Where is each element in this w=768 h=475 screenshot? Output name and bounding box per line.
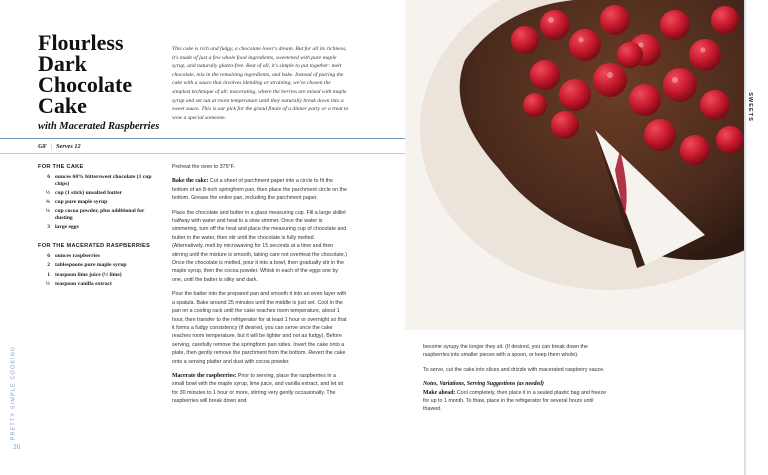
servings: Serves 12	[56, 143, 81, 150]
cake-photo	[405, 0, 745, 330]
method-paragraph: become syrupy the longer they sit. (If desired, you can break down the raspberries into smaller pieces with a spoon, or keep them whole).	[423, 344, 588, 359]
ingredient-row	[38, 199, 158, 206]
step-lead: Bake the cake:	[172, 178, 209, 185]
right-page	[405, 0, 768, 475]
ingredient-text: teaspoon vanilla extract	[55, 280, 112, 287]
ingredient-qty: 6	[47, 253, 50, 260]
ingredient-qty: ½	[45, 280, 50, 287]
ingredient-row	[38, 174, 158, 187]
method-paragraph: Pour the batter into the prepared pan and smooth it into an even layer with a spatula. Bake around 25 minutes until the middle is just set. Cool in the pan on a cooling rack until the cake reaches room temperature, about 1 hour, then transfer to the refrigerator for at least 1 hour or overnight so that it forms a fudgy consistency (if desired, you can serve once the cake reaches room temperature, but it will be lighter and not as fudgy). Before serving, carefully remove the springform pan sides. Invert the cake onto a plate, then gently remove the parchment from the bottom. Revert the cake onto a serving platter and dust with cocoa powder.	[172, 291, 347, 365]
ingredient-qty: ¾	[45, 198, 50, 205]
ingredient-text: cup cocoa powder, plus additional for dusting	[55, 208, 145, 221]
ingredient-row	[38, 253, 158, 260]
ingredient-row	[38, 190, 158, 197]
recipe-intro: This cake is rich and fudgy, a chocolate lover's dream. But for all its richness, it's made of just a few whole food ingredients, sweetened with pure maple syrup, and naturally gluten-free. Best of all, it's simple to put together: melt chocolate, mix in the remaining ingredients, and bake. Instead of pairing the cake with a sauce that involves blending or straining, we've chosen the simplest technique of all: macerating, where the berries are mixed with maple syrup and set out at room temperature until they naturally break down into a sweet sauce. This is our pick for the grand finale of a dinner party or a treat to wow a special someone.	[172, 46, 349, 121]
ingredient-text: teaspoon lime juice (½ lime)	[55, 271, 122, 278]
ingredient-qty: ½	[45, 189, 50, 196]
ingredient-row	[38, 224, 158, 231]
notes-heading: Notes, Variations, Serving Suggestions (as needed)	[423, 381, 544, 388]
ingredients	[38, 164, 158, 290]
recipe-title: Flourless Dark Chocolate Cake	[38, 30, 133, 118]
step-lead: Macerate the raspberries:	[172, 372, 237, 379]
ingredient-qty: 6	[47, 174, 50, 180]
ingredient-text: cup pure maple syrup	[55, 198, 108, 205]
method	[172, 163, 348, 412]
recipe-subtitle: with Macerated Raspberries	[38, 121, 160, 132]
make-ahead-note	[423, 389, 608, 414]
ingredient-row	[38, 262, 158, 269]
ingredient-row	[38, 281, 158, 288]
method-step	[172, 177, 348, 202]
method-paragraph: To serve, cut the cake into slices and drizzle with macerated raspberry sauce.	[423, 366, 605, 373]
note-text: Cool completely, then place it in a sealed plastic bag and freeze for up to 1 month. To thaw, place in the refrigerator for several hours until thawed.	[423, 389, 607, 413]
section-tab-bar	[744, 0, 746, 475]
ingredient-qty: ¼	[45, 208, 50, 215]
ingredient-text: ounces 60% bittersweet chocolate (1 cup chips)	[55, 174, 152, 187]
ingredient-text: large eggs	[55, 223, 79, 230]
note-lead: Make ahead:	[423, 389, 456, 396]
cake-ingredients-heading: FOR THE CAKE	[38, 164, 84, 170]
step-text: Cut a sheet of parchment paper into a circle to fit the bottom of an 8-inch springform pan, then place the parchment circle on the bottom. Grease the entire pan, including the parchment paper.	[172, 178, 347, 202]
continued-notes	[423, 343, 608, 420]
ingredient-text: ounces raspberries	[55, 253, 100, 260]
bottom-rule	[0, 153, 405, 154]
diet-badge: GF	[38, 143, 47, 150]
book-running-title: PRETTY SIMPLE COOKING	[10, 345, 17, 441]
section-tab-label: SWEETS	[746, 92, 753, 122]
meta-separator: |	[50, 143, 53, 150]
recipe-meta	[38, 143, 81, 150]
cake-illustration	[405, 0, 745, 330]
method-preheat: Preheat the oven to 375°F.	[172, 164, 235, 170]
ingredient-text: tablespoons pure maple syrup	[55, 262, 127, 269]
ingredient-qty: 1	[47, 271, 50, 278]
ingredient-text: cup (1 stick) unsalted butter	[55, 189, 123, 196]
ingredient-qty: 3	[47, 223, 50, 230]
ingredient-row	[38, 208, 158, 221]
page-number: 26	[13, 442, 21, 451]
method-step	[172, 372, 348, 406]
ingredient-row	[38, 272, 158, 279]
raspberry-ingredients-heading: FOR THE MACERATED RASPBERRIES	[38, 243, 151, 250]
step-text: Prior to serving, place the raspberries in a small bowl with the maple syrup, lime juice, and vanilla extract, and let sit for 30 minutes to 1 hour or more, stirring very gently occasionally. The raspberries will break down and	[172, 372, 344, 405]
top-rule	[0, 138, 405, 139]
ingredient-qty: 2	[47, 262, 50, 269]
method-paragraph: Place the chocolate and butter in a glass measuring cup. Fill a large skillet halfway with water and heat to a slow simmer. Once the water is simmering, turn off the heat and place the measuring cup of chocolate and butter in the water, then stir until the chocolate is fully melted. (Alternatively, melt by microwaving for 15 seconds at a time and then stirring until the mixture is smooth, taking care not overheat the chocolate.) Once the chocolate is melted, pour it into a bowl, then gradually stir in the maple syrup, then the cocoa powder. Whisk in each of the eggs one by one, until the batter is silky and dark.	[172, 209, 347, 283]
